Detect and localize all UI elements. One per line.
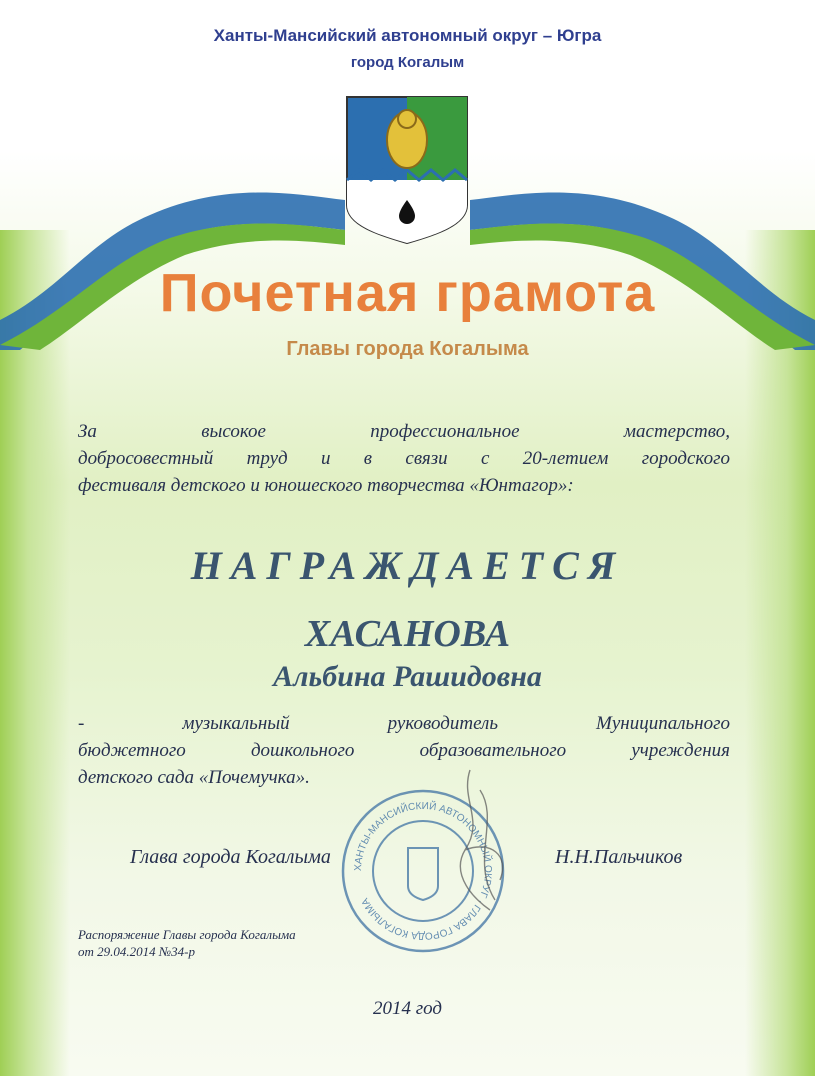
order-reference [78, 926, 296, 960]
recipient-position [78, 710, 730, 791]
reason-line: добросовестный труд и в связи с 20-летием городского [78, 448, 730, 469]
position-line: - музыкальный руководитель Муниципального [78, 713, 730, 734]
signatory-name: Н.Н.Пальчиков [555, 846, 683, 868]
reason-line: фестиваля детского и юношеского творчества «Юнтагор»: [78, 475, 574, 496]
coat-of-arms-icon [345, 95, 469, 245]
award-reason [78, 418, 730, 499]
reason-line: За высокое профессиональное мастерство, [78, 421, 730, 442]
city-header: город Когалым [350, 54, 465, 71]
recipient-surname: ХАСАНОВА [304, 613, 511, 655]
position-line: детского сада «Почемучка». [78, 767, 310, 788]
recipient-name: Альбина Рашидовна [273, 660, 542, 693]
seal-text: ХАНТЫ-МАНСИЙСКИЙ АВТОНОМНЫЙ ОКРУГ · ГЛАВА ГОРОДА КОГАЛЫМА [352, 800, 494, 942]
awarded-heading: НАГРАЖДАЕТСЯ [190, 543, 625, 588]
order-line-1: Распоряжение Главы города Когалыма [78, 927, 296, 942]
certificate-title: Почетная грамота [159, 263, 656, 323]
certificate-subtitle: Главы города Когалыма [286, 338, 529, 360]
position-line: бюджетного дошкольного образовательного учреждения [78, 740, 730, 761]
signatory-title: Глава города Когалыма [130, 846, 331, 868]
handwritten-signature-icon [430, 760, 550, 920]
order-line-2: от 29.04.2014 №34-р [78, 944, 195, 959]
certificate-year: 2014 год [372, 998, 443, 1019]
region-header: Ханты-Мансийский автономный округ – Югра [213, 26, 602, 45]
